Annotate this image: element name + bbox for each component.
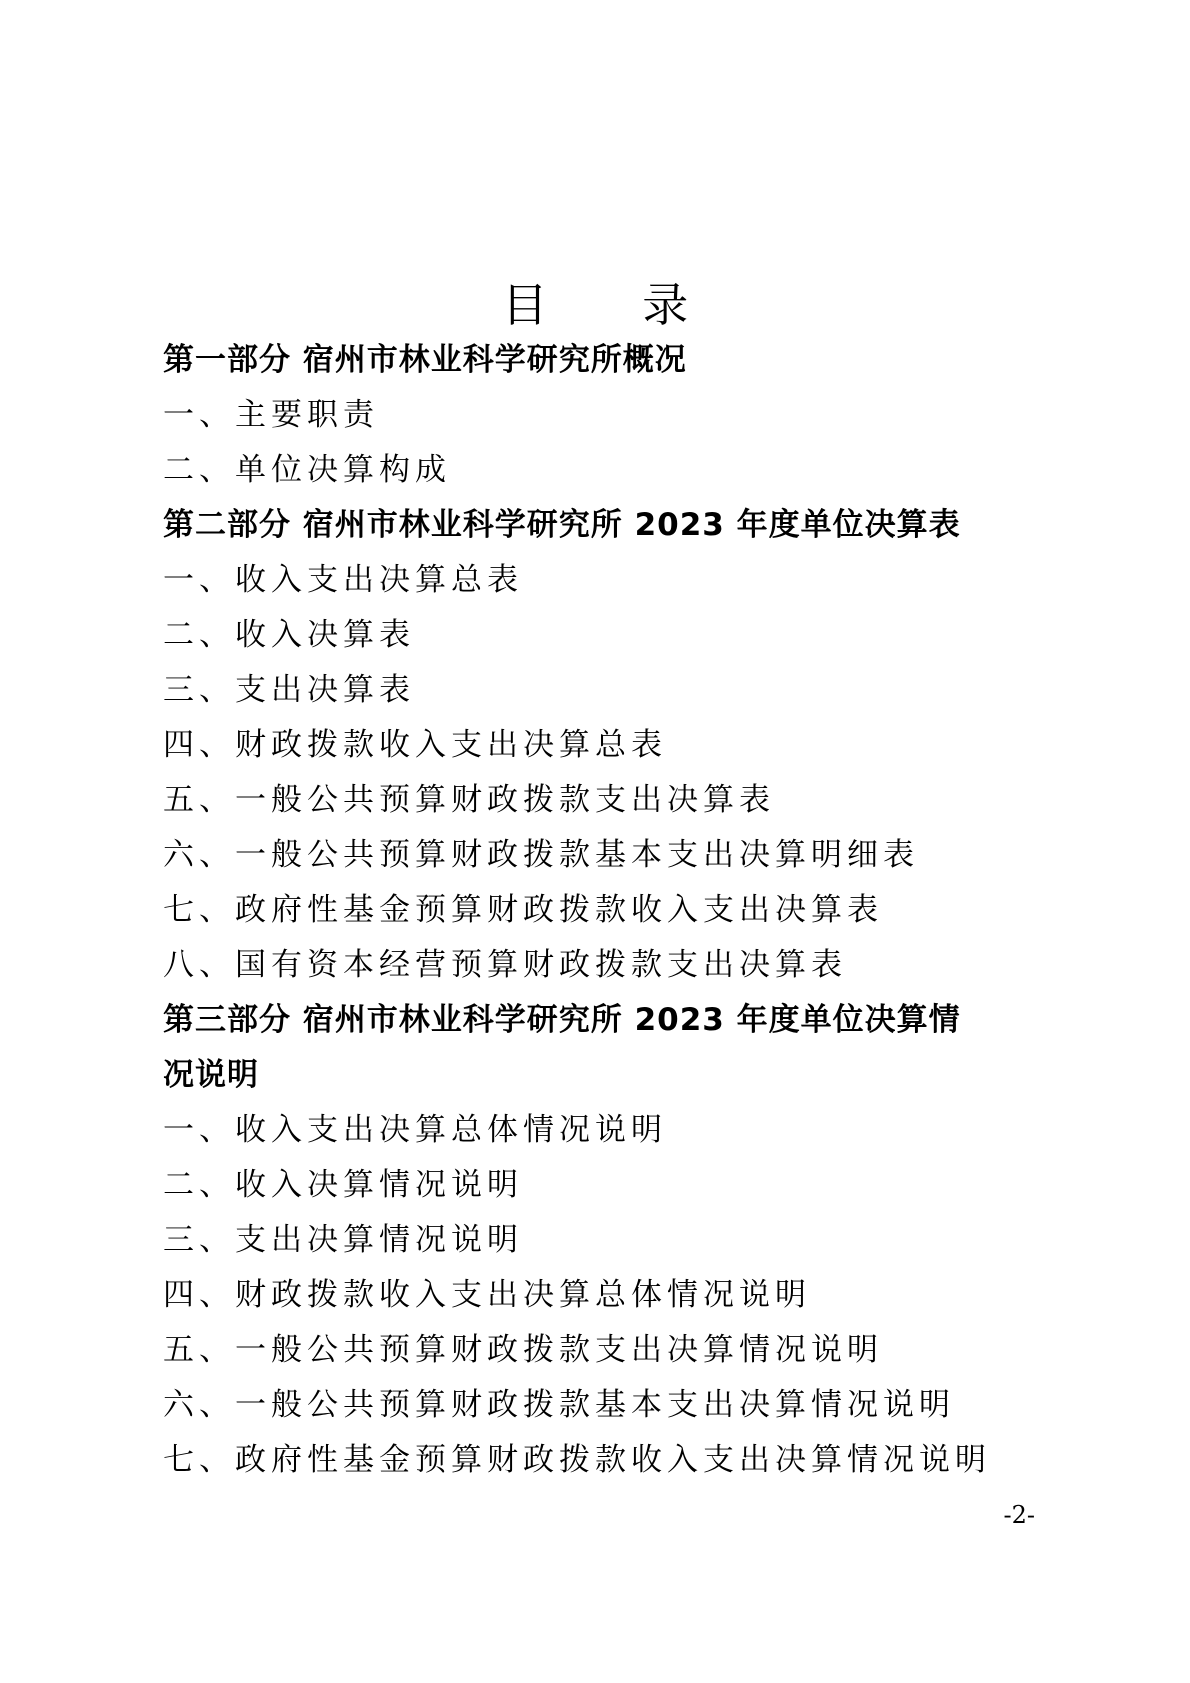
toc-item: 三、支出决算情况说明 [163, 1222, 523, 1258]
toc-item: 五、一般公共预算财政拨款支出决算情况说明 [163, 1332, 883, 1368]
toc-part-heading: 第三部分 宿州市林业科学研究所 2023 年度单位决算情 [163, 1002, 961, 1038]
toc-item: 二、单位决算构成 [163, 452, 451, 488]
toc-item: 七、政府性基金预算财政拨款收入支出决算表 [163, 892, 883, 928]
toc-item: 二、收入决算情况说明 [163, 1167, 523, 1203]
toc-item: 六、一般公共预算财政拨款基本支出决算明细表 [163, 837, 919, 873]
page-title: 目 录 [501, 278, 729, 332]
toc-item: 六、一般公共预算财政拨款基本支出决算情况说明 [163, 1387, 955, 1423]
toc-item: 一、收入支出决算总体情况说明 [163, 1112, 667, 1148]
toc-item: 一、主要职责 [163, 397, 379, 433]
toc-part-heading: 第二部分 宿州市林业科学研究所 2023 年度单位决算表 [163, 507, 961, 543]
toc-item: 五、一般公共预算财政拨款支出决算表 [163, 782, 775, 818]
toc-item: 二、收入决算表 [163, 617, 415, 653]
toc-item: 三、支出决算表 [163, 672, 415, 708]
toc-part-heading-continued: 况说明 [163, 1057, 259, 1093]
toc-item: 一、收入支出决算总表 [163, 562, 523, 598]
table-of-contents [163, 333, 1063, 1488]
page-number: -2- [1003, 1501, 1035, 1529]
toc-item: 四、财政拨款收入支出决算总表 [163, 727, 667, 763]
toc-item: 八、国有资本经营预算财政拨款支出决算表 [163, 947, 847, 983]
toc-item: 四、财政拨款收入支出决算总体情况说明 [163, 1277, 811, 1313]
toc-part-heading: 第一部分 宿州市林业科学研究所概况 [163, 342, 687, 378]
toc-item: 七、政府性基金预算财政拨款收入支出决算情况说明 [163, 1442, 991, 1478]
